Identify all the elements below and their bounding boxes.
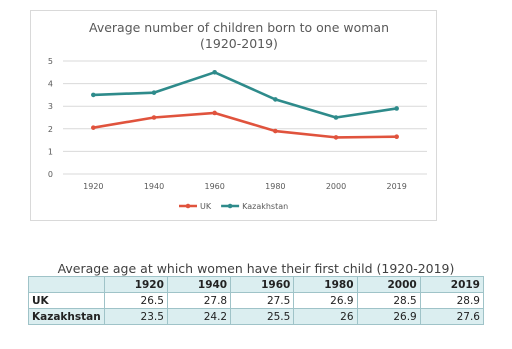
- x-axis-ticks: [83, 182, 407, 191]
- line-chart: [31, 11, 438, 222]
- first-child-age-table: [28, 276, 484, 325]
- table-column-header: 1940: [167, 277, 230, 293]
- line-chart-panel: [30, 10, 437, 221]
- gridlines: [63, 61, 427, 174]
- data-point: [394, 106, 399, 111]
- series-line: [93, 113, 396, 137]
- table-cell: 28.5: [357, 293, 420, 309]
- table-cell: 24.2: [167, 309, 230, 325]
- table-column-header: 1980: [294, 277, 357, 293]
- table-cell: 26: [294, 309, 357, 325]
- table-column-header: 2019: [420, 277, 483, 293]
- table-row: [29, 293, 484, 309]
- y-tick-label: 2: [47, 124, 53, 134]
- chart-legend: [179, 202, 288, 211]
- table-column-header: 1960: [231, 277, 294, 293]
- data-point: [152, 115, 157, 120]
- data-point: [212, 70, 217, 75]
- data-point: [212, 111, 217, 116]
- table-cell: 27.6: [420, 309, 483, 325]
- table-cell: 25.5: [231, 309, 294, 325]
- x-tick-label: 2019: [386, 182, 407, 191]
- table-cell: 26.9: [294, 293, 357, 309]
- data-point: [273, 97, 278, 102]
- table-header-row: [29, 277, 484, 293]
- table-cell: 23.5: [104, 309, 167, 325]
- table-row-label: UK: [29, 293, 105, 309]
- y-tick-label: 4: [47, 79, 53, 89]
- table-cell: 28.9: [420, 293, 483, 309]
- table-corner-cell: [29, 277, 105, 293]
- table-row: [29, 309, 484, 325]
- table-cell: 27.8: [167, 293, 230, 309]
- chart-title: Average number of children born to one woman: [89, 20, 389, 35]
- y-tick-label: 5: [47, 57, 53, 66]
- legend-label: UK: [200, 202, 212, 211]
- data-point: [91, 93, 96, 98]
- x-tick-label: 1960: [204, 182, 225, 191]
- data-point: [394, 134, 399, 139]
- x-tick-label: 2000: [325, 182, 347, 191]
- x-tick-label: 1940: [143, 182, 165, 191]
- table-column-header: 2000: [357, 277, 420, 293]
- table-cell: 26.9: [357, 309, 420, 325]
- y-tick-label: 1: [47, 147, 53, 157]
- data-point: [334, 115, 339, 120]
- data-point: [91, 125, 96, 130]
- legend-marker: [186, 204, 191, 209]
- data-point: [334, 135, 339, 140]
- table-column-header: 1920: [104, 277, 167, 293]
- legend-label: Kazakhstan: [242, 202, 289, 211]
- data-point: [152, 90, 157, 95]
- x-tick-label: 1980: [265, 182, 286, 191]
- y-tick-label: 3: [47, 102, 53, 112]
- y-tick-label: 0: [47, 170, 53, 179]
- x-tick-label: 1920: [83, 182, 104, 191]
- table-row-label: Kazakhstan: [29, 309, 105, 325]
- chart-subtitle: (1920-2019): [200, 36, 278, 51]
- table-title: Average age at which women have their first child (1920-2019): [57, 261, 455, 276]
- table-cell: 27.5: [231, 293, 294, 309]
- data-point: [273, 129, 278, 134]
- y-axis-ticks: [48, 57, 53, 179]
- series-line: [93, 72, 396, 117]
- legend-marker: [228, 204, 233, 209]
- table-cell: 26.5: [104, 293, 167, 309]
